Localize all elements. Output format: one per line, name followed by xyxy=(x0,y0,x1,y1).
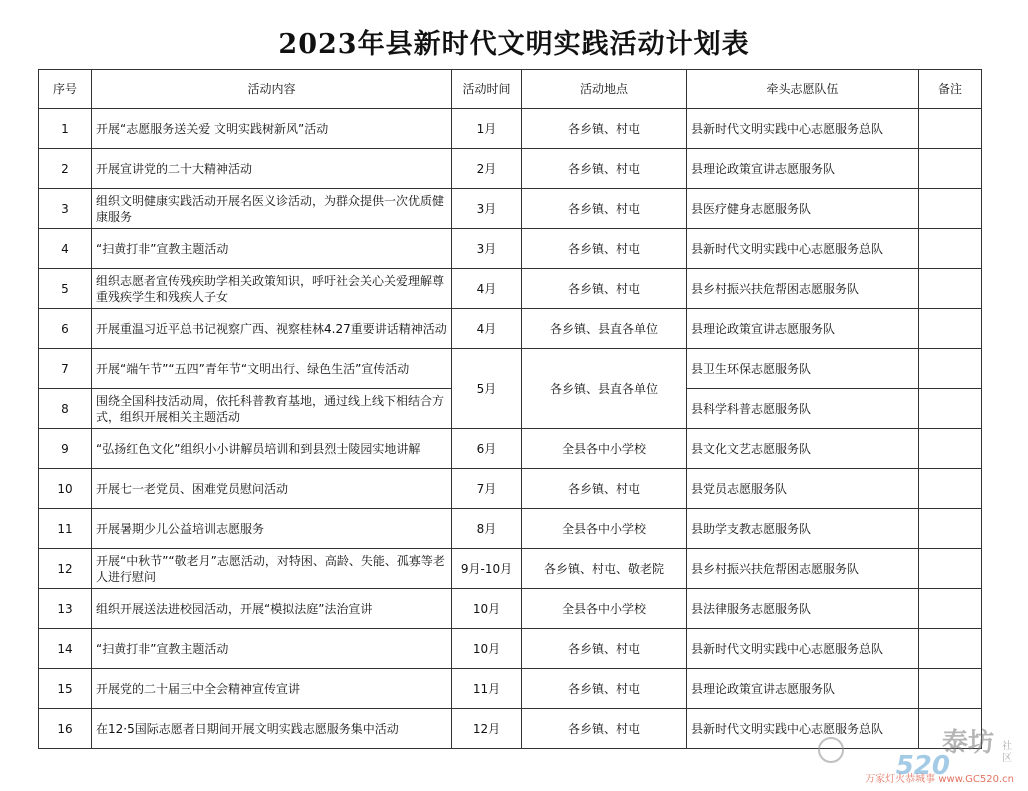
cell-place: 各乡镇、村屯 xyxy=(522,229,687,269)
watermark-side: 社区 xyxy=(1002,741,1012,764)
cell-time: 1月 xyxy=(452,109,522,149)
wechat-icon xyxy=(818,737,844,763)
cell-remark xyxy=(919,149,982,189)
cell-remark xyxy=(919,469,982,509)
cell-team: 县新时代文明实践中心志愿服务总队 xyxy=(687,109,919,149)
cell-time: 3月 xyxy=(452,229,522,269)
cell-team: 县理论政策宣讲志愿服务队 xyxy=(687,669,919,709)
cell-team: 县新时代文明实践中心志愿服务总队 xyxy=(687,229,919,269)
cell-place: 各乡镇、村屯 xyxy=(522,629,687,669)
watermark-text: 泰坊 xyxy=(941,728,994,758)
cell-remark xyxy=(919,389,982,429)
cell-place: 各乡镇、村屯 xyxy=(522,469,687,509)
cell-team: 县医疗健身志愿服务队 xyxy=(687,189,919,229)
watermark-url: 万家灯火恭城事 www.GC520.cn xyxy=(865,774,1014,785)
cell-remark xyxy=(919,629,982,669)
cell-no: 1 xyxy=(39,109,92,149)
watermark-logo: 520 xyxy=(895,751,950,781)
cell-place: 各乡镇、村屯 xyxy=(522,109,687,149)
table-row xyxy=(39,229,982,269)
cell-time: 7月 xyxy=(452,469,522,509)
cell-remark xyxy=(919,109,982,149)
cell-team: 县助学支教志愿服务队 xyxy=(687,509,919,549)
cell-time: 2月 xyxy=(452,149,522,189)
cell-remark xyxy=(919,309,982,349)
activity-plan-table xyxy=(38,69,982,749)
cell-content: 开展重温习近平总书记视察广西、视察桂林4.27重要讲话精神活动 xyxy=(92,309,452,349)
cell-no: 6 xyxy=(39,309,92,349)
cell-no: 16 xyxy=(39,709,92,749)
header-time: 活动时间 xyxy=(452,70,522,109)
table-row xyxy=(39,549,982,589)
cell-time: 10月 xyxy=(452,589,522,629)
cell-no: 15 xyxy=(39,669,92,709)
cell-content: 开展宣讲党的二十大精神活动 xyxy=(92,149,452,189)
cell-content: 组织志愿者宣传残疾助学相关政策知识，呼吁社会关心关爱理解尊重残疾学生和残疾人子女 xyxy=(92,269,452,309)
header-content: 活动内容 xyxy=(92,70,452,109)
cell-no: 11 xyxy=(39,509,92,549)
cell-content: 在12·5国际志愿者日期间开展文明实践志愿服务集中活动 xyxy=(92,709,452,749)
cell-content: “弘扬红色文化”组织小小讲解员培训和到县烈士陵园实地讲解 xyxy=(92,429,452,469)
table-row xyxy=(39,629,982,669)
cell-content: 组织开展送法进校园活动，开展“模拟法庭”法治宣讲 xyxy=(92,589,452,629)
cell-content: 开展“端午节”“五四”青年节“文明出行、绿色生活”宣传活动 xyxy=(92,349,452,389)
table-row xyxy=(39,109,982,149)
cell-no: 4 xyxy=(39,229,92,269)
cell-content: “扫黄打非”宣教主题活动 xyxy=(92,229,452,269)
cell-team: 县科学科普志愿服务队 xyxy=(687,389,919,429)
cell-place: 各乡镇、村屯 xyxy=(522,669,687,709)
table-row xyxy=(39,149,982,189)
cell-team: 县法律服务志愿服务队 xyxy=(687,589,919,629)
cell-no: 12 xyxy=(39,549,92,589)
cell-place: 各乡镇、村屯 xyxy=(522,269,687,309)
table-header-row xyxy=(39,70,982,109)
cell-place: 全县各中小学校 xyxy=(522,429,687,469)
cell-place: 各乡镇、村屯 xyxy=(522,709,687,749)
table-row xyxy=(39,189,982,229)
cell-remark xyxy=(919,429,982,469)
cell-team: 县理论政策宣讲志愿服务队 xyxy=(687,309,919,349)
cell-time: 12月 xyxy=(452,709,522,749)
cell-team: 县党员志愿服务队 xyxy=(687,469,919,509)
cell-place: 全县各中小学校 xyxy=(522,589,687,629)
cell-time: 10月 xyxy=(452,629,522,669)
cell-time: 4月 xyxy=(452,309,522,349)
cell-place: 各乡镇、县直各单位 xyxy=(522,349,687,429)
header-place: 活动地点 xyxy=(522,70,687,109)
cell-no: 13 xyxy=(39,589,92,629)
cell-time: 3月 xyxy=(452,189,522,229)
cell-team: 县乡村振兴扶危帮困志愿服务队 xyxy=(687,549,919,589)
cell-time: 11月 xyxy=(452,669,522,709)
cell-remark xyxy=(919,549,982,589)
cell-team: 县卫生环保志愿服务队 xyxy=(687,349,919,389)
cell-remark xyxy=(919,669,982,709)
cell-team: 县理论政策宣讲志愿服务队 xyxy=(687,149,919,189)
cell-remark xyxy=(919,589,982,629)
cell-time: 9月-10月 xyxy=(452,549,522,589)
cell-content: 开展“中秋节”“敬老月”志愿活动，对特困、高龄、失能、孤寡等老人进行慰问 xyxy=(92,549,452,589)
table-row xyxy=(39,589,982,629)
cell-content: “扫黄打非”宣教主题活动 xyxy=(92,629,452,669)
cell-time: 6月 xyxy=(452,429,522,469)
cell-remark xyxy=(919,509,982,549)
table-row xyxy=(39,509,982,549)
table-row xyxy=(39,469,982,509)
cell-place: 各乡镇、县直各单位 xyxy=(522,309,687,349)
table-row xyxy=(39,669,982,709)
header-no: 序号 xyxy=(39,70,92,109)
cell-time: 5月 xyxy=(452,349,522,429)
header-team: 牵头志愿队伍 xyxy=(687,70,919,109)
cell-content: 开展党的二十届三中全会精神宣传宣讲 xyxy=(92,669,452,709)
cell-no: 7 xyxy=(39,349,92,389)
cell-content: 围绕全国科技活动周，依托科普教育基地，通过线上线下相结合方式，组织开展相关主题活动 xyxy=(92,389,452,429)
cell-place: 各乡镇、村屯 xyxy=(522,189,687,229)
table-row xyxy=(39,349,982,389)
table-row xyxy=(39,269,982,309)
cell-remark xyxy=(919,349,982,389)
cell-content: 开展暑期少儿公益培训志愿服务 xyxy=(92,509,452,549)
cell-content: 开展七一老党员、困难党员慰问活动 xyxy=(92,469,452,509)
cell-no: 10 xyxy=(39,469,92,509)
cell-place: 各乡镇、村屯 xyxy=(522,149,687,189)
cell-team: 县文化文艺志愿服务队 xyxy=(687,429,919,469)
cell-content: 组织文明健康实践活动开展名医义诊活动，为群众提供一次优质健康服务 xyxy=(92,189,452,229)
watermark xyxy=(820,727,1020,787)
cell-team: 县新时代文明实践中心志愿服务总队 xyxy=(687,629,919,669)
cell-content: 开展“志愿服务送关爱 文明实践树新风”活动 xyxy=(92,109,452,149)
page-title: 2023年县新时代文明实践活动计划表 xyxy=(278,29,750,60)
cell-time: 4月 xyxy=(452,269,522,309)
cell-remark xyxy=(919,269,982,309)
cell-remark xyxy=(919,189,982,229)
cell-no: 5 xyxy=(39,269,92,309)
cell-place: 全县各中小学校 xyxy=(522,509,687,549)
table-row xyxy=(39,309,982,349)
table-row xyxy=(39,429,982,469)
cell-no: 9 xyxy=(39,429,92,469)
cell-place: 各乡镇、村屯、敬老院 xyxy=(522,549,687,589)
cell-no: 8 xyxy=(39,389,92,429)
cell-team: 县新时代文明实践中心志愿服务总队 xyxy=(687,709,919,749)
cell-no: 2 xyxy=(39,149,92,189)
cell-no: 14 xyxy=(39,629,92,669)
cell-time: 8月 xyxy=(452,509,522,549)
header-remark: 备注 xyxy=(919,70,982,109)
cell-no: 3 xyxy=(39,189,92,229)
cell-team: 县乡村振兴扶危帮困志愿服务队 xyxy=(687,269,919,309)
cell-remark xyxy=(919,229,982,269)
